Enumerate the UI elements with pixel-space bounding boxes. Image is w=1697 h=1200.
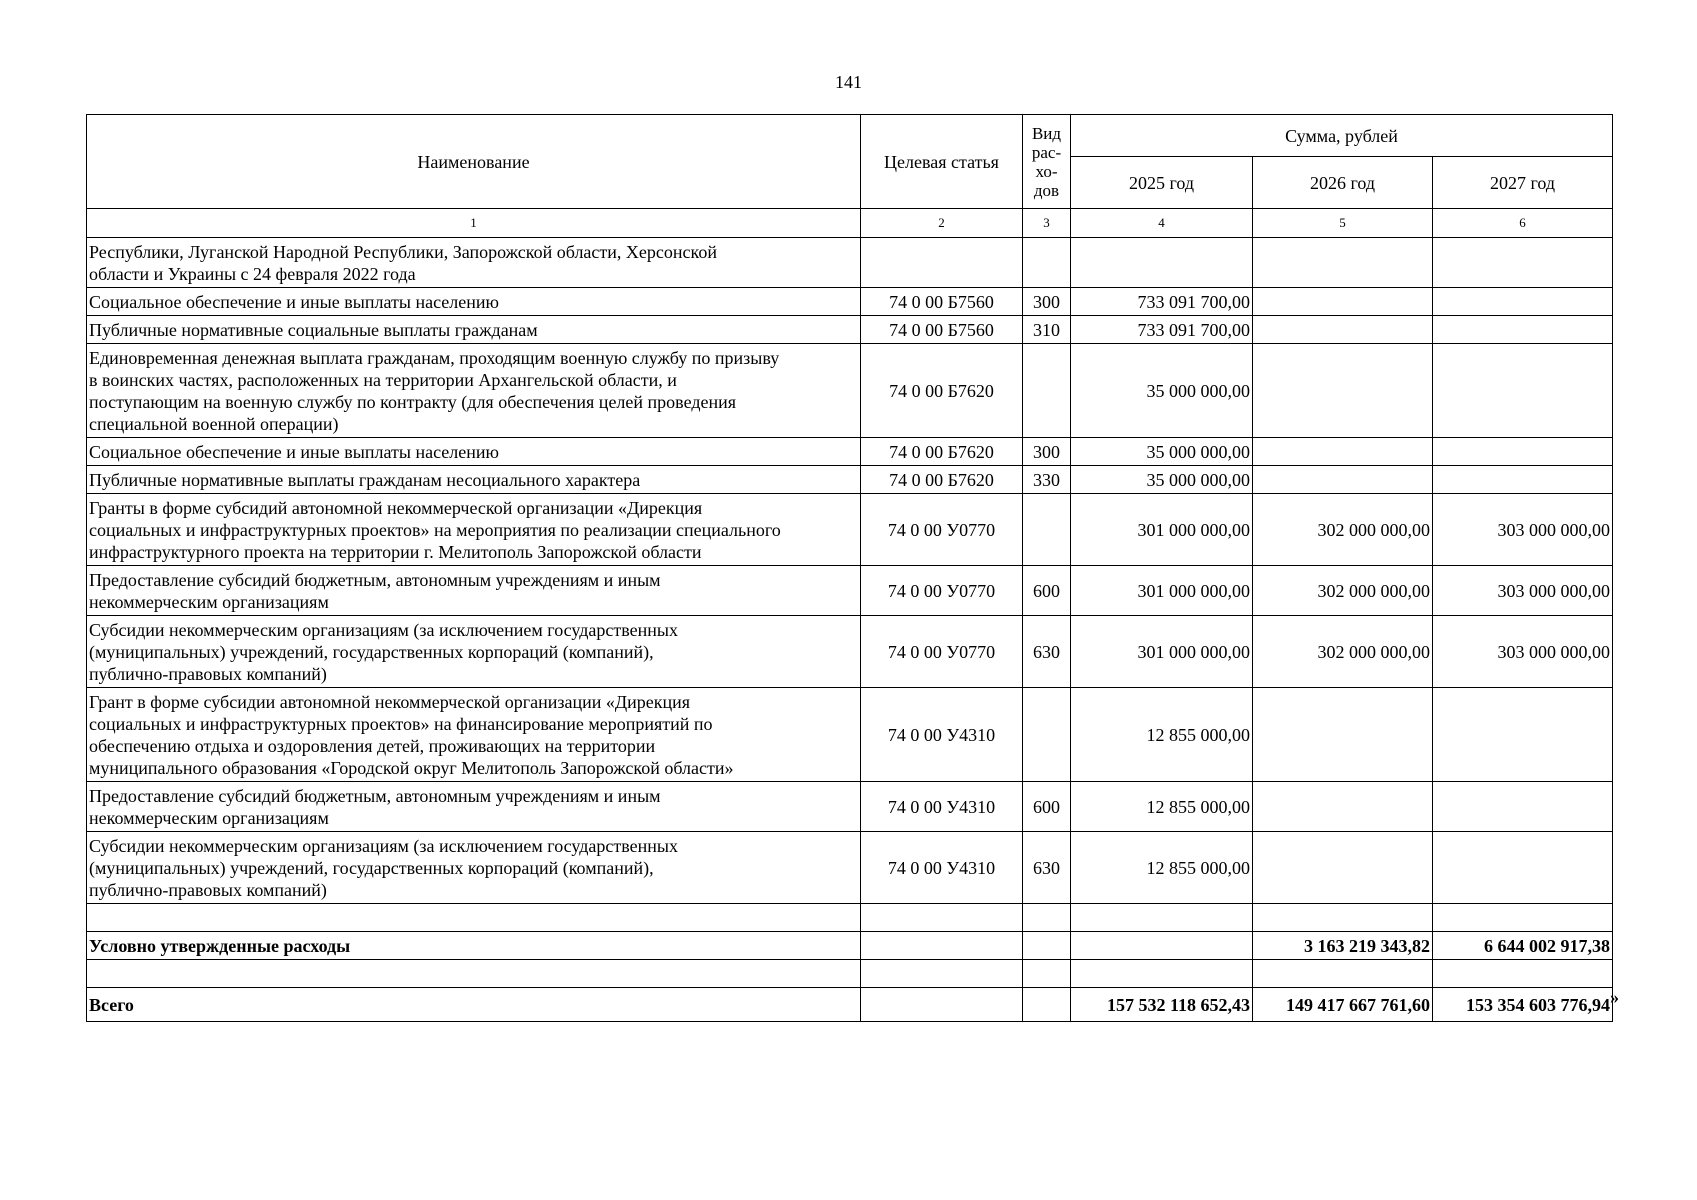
table-body — [87, 238, 1613, 1022]
row-name — [87, 782, 861, 832]
table-row — [87, 494, 1613, 566]
row-name-line: публично-правовых компаний) — [89, 663, 327, 684]
amount-2026 — [1253, 466, 1433, 494]
expense-kind — [1023, 344, 1071, 438]
row-name — [87, 344, 861, 438]
row-name — [87, 616, 861, 688]
amount-2027: 303 000 000,00 — [1433, 566, 1613, 616]
row-name-line: Публичные нормативные выплаты гражданам несоциального характера — [89, 469, 641, 490]
row-name — [87, 316, 861, 344]
row-name — [87, 566, 861, 616]
amount-2027: 303 000 000,00 — [1433, 494, 1613, 566]
table-row — [87, 238, 1613, 288]
amount-2026 — [1253, 832, 1433, 904]
row-name-line: Гранты в форме субсидий автономной некоммерческой организации «Дирекция — [89, 497, 703, 518]
header-2025: 2025 год — [1071, 157, 1253, 209]
target-code: 74 0 00 Б7620 — [861, 344, 1023, 438]
row-name-line: инфраструктурного проекта на территории г. Мелитополь Запорожской области — [89, 541, 702, 562]
row-name-line: Единовременная денежная выплата гражданам, проходящим военную службу по призыву — [89, 347, 780, 368]
header-kind: Вид рас- хо- дов — [1023, 115, 1071, 209]
row-name-line: некоммерческим организациям — [89, 807, 329, 828]
table-row — [87, 566, 1613, 616]
row-name-line: Социальное обеспечение и иные выплаты населению — [89, 291, 499, 312]
expense-kind: 600 — [1023, 782, 1071, 832]
row-name-line: поступающим на военную службу по контракту (для обеспечения целей проведения — [89, 391, 737, 412]
target-code: 74 0 00 У0770 — [861, 616, 1023, 688]
row-name — [87, 238, 861, 288]
amount-2025: 301 000 000,00 — [1071, 494, 1253, 566]
amount-2026: 302 000 000,00 — [1253, 494, 1433, 566]
amount-2025: 12 855 000,00 — [1071, 688, 1253, 782]
expense-kind — [1023, 494, 1071, 566]
col-number: 2 — [861, 209, 1023, 238]
row-name-line: социальных и инфраструктурных проектов» на финансирование мероприятий по — [89, 713, 713, 734]
target-code: 74 0 00 У4310 — [861, 782, 1023, 832]
header-sum: Сумма, рублей — [1071, 115, 1613, 157]
amount-2026: 3 163 219 343,82 — [1253, 932, 1433, 960]
target-code: 74 0 00 У0770 — [861, 494, 1023, 566]
row-name-line: некоммерческим организациям — [89, 591, 329, 612]
amount-2027 — [1433, 782, 1613, 832]
amount-2025: 301 000 000,00 — [1071, 616, 1253, 688]
row-name-line: Субсидии некоммерческим организациям (за исключением государственных — [89, 835, 679, 856]
col-number: 5 — [1253, 209, 1433, 238]
col-number: 4 — [1071, 209, 1253, 238]
amount-2026 — [1253, 344, 1433, 438]
amount-2027 — [1433, 344, 1613, 438]
expense-kind — [1023, 238, 1071, 288]
target-code: 74 0 00 Б7560 — [861, 288, 1023, 316]
row-name-line: специальной военной операции) — [89, 413, 339, 434]
total-row — [87, 988, 1613, 1022]
row-name — [87, 494, 861, 566]
amount-2025: 733 091 700,00 — [1071, 288, 1253, 316]
row-name — [87, 466, 861, 494]
column-number-row — [87, 209, 1613, 238]
page-number: 141 — [835, 72, 862, 92]
amount-2027: 6 644 002 917,38 — [1433, 932, 1613, 960]
amount-2027 — [1433, 316, 1613, 344]
row-name — [87, 832, 861, 904]
amount-2025: 733 091 700,00 — [1071, 316, 1253, 344]
expense-kind: 300 — [1023, 438, 1071, 466]
col-number: 3 — [1023, 209, 1071, 238]
budget-table — [86, 114, 1613, 1022]
header-2027: 2027 год — [1433, 157, 1613, 209]
table-row — [87, 688, 1613, 782]
amount-2027: 303 000 000,00 — [1433, 616, 1613, 688]
expense-kind: 600 — [1023, 566, 1071, 616]
row-name-line: Предоставление субсидий бюджетным, автономным учреждениям и иным — [89, 569, 661, 590]
amount-2027 — [1433, 832, 1613, 904]
row-name-line: социальных и инфраструктурных проектов» на мероприятия по реализации специального — [89, 519, 781, 540]
amount-2026 — [1253, 688, 1433, 782]
expense-kind: 630 — [1023, 832, 1071, 904]
table-row — [87, 782, 1613, 832]
header-row-1 — [87, 115, 1613, 157]
row-name-line: Социальное обеспечение и иные выплаты населению — [89, 441, 499, 462]
amount-2026 — [1253, 238, 1433, 288]
expense-kind: 330 — [1023, 466, 1071, 494]
row-name-line: (муниципальных) учреждений, государственных корпораций (компаний), — [89, 641, 654, 662]
closing-quote: » — [1610, 987, 1619, 1007]
target-code: 74 0 00 Б7620 — [861, 466, 1023, 494]
row-name-line: Республики, Луганской Народной Республики, Запорожской области, Херсонской — [89, 241, 717, 262]
amount-2026 — [1253, 316, 1433, 344]
target-code: 74 0 00 Б7560 — [861, 316, 1023, 344]
row-name-line: муниципального образования «Городской округ Мелитополь Запорожской области» — [89, 757, 734, 778]
row-name — [87, 688, 861, 782]
amount-2027 — [1433, 288, 1613, 316]
target-code: 74 0 00 У0770 — [861, 566, 1023, 616]
row-name — [87, 288, 861, 316]
row-name-line: обеспечению отдыха и оздоровления детей, проживающих на территории — [89, 735, 656, 756]
target-code: 74 0 00 У4310 — [861, 688, 1023, 782]
row-name-line: Грант в форме субсидии автономной некоммерческой организации «Дирекция — [89, 691, 691, 712]
amount-2025: 12 855 000,00 — [1071, 832, 1253, 904]
amount-2027: 153 354 603 776,94 — [1433, 988, 1613, 1022]
expense-kind — [1023, 688, 1071, 782]
header-name: Наименование — [87, 115, 861, 209]
conditional-expenses-row — [87, 932, 1613, 960]
row-name-line: публично-правовых компаний) — [89, 879, 327, 900]
table-row — [87, 616, 1613, 688]
table-row — [87, 466, 1613, 494]
amount-2025 — [1071, 238, 1253, 288]
table-row — [87, 438, 1613, 466]
amount-2026 — [1253, 288, 1433, 316]
target-code — [861, 238, 1023, 288]
amount-2027 — [1433, 438, 1613, 466]
expense-kind: 630 — [1023, 616, 1071, 688]
col-number: 1 — [87, 209, 861, 238]
amount-2025: 301 000 000,00 — [1071, 566, 1253, 616]
table-row — [87, 316, 1613, 344]
expense-kind: 310 — [1023, 316, 1071, 344]
header-2026: 2026 год — [1253, 157, 1433, 209]
table-row — [87, 288, 1613, 316]
amount-2026: 149 417 667 761,60 — [1253, 988, 1433, 1022]
table-row — [87, 832, 1613, 904]
amount-2025: 35 000 000,00 — [1071, 344, 1253, 438]
row-name-line: Субсидии некоммерческим организациям (за исключением государственных — [89, 619, 679, 640]
row-name — [87, 438, 861, 466]
row-name: Всего — [87, 988, 861, 1022]
amount-2027 — [1433, 238, 1613, 288]
amount-2026: 302 000 000,00 — [1253, 566, 1433, 616]
amount-2025: 35 000 000,00 — [1071, 466, 1253, 494]
row-name-line: Предоставление субсидий бюджетным, автономным учреждениям и иным — [89, 785, 661, 806]
amount-2025: 157 532 118 652,43 — [1071, 988, 1253, 1022]
row-name-line: в воинских частях, расположенных на территории Архангельской области, и — [89, 369, 677, 390]
target-code: 74 0 00 У4310 — [861, 832, 1023, 904]
expense-kind: 300 — [1023, 288, 1071, 316]
amount-2025: 12 855 000,00 — [1071, 782, 1253, 832]
amount-2026 — [1253, 782, 1433, 832]
amount-2027 — [1433, 466, 1613, 494]
table-row — [87, 344, 1613, 438]
amount-2026: 302 000 000,00 — [1253, 616, 1433, 688]
amount-2027 — [1433, 688, 1613, 782]
row-name-line: (муниципальных) учреждений, государственных корпораций (компаний), — [89, 857, 654, 878]
header-target: Целевая статья — [861, 115, 1023, 209]
target-code: 74 0 00 Б7620 — [861, 438, 1023, 466]
row-name-line: Публичные нормативные социальные выплаты гражданам — [89, 319, 538, 340]
amount-2026 — [1253, 438, 1433, 466]
amount-2025: 35 000 000,00 — [1071, 438, 1253, 466]
row-name-line: области и Украины с 24 февраля 2022 года — [89, 263, 416, 284]
empty-row — [87, 960, 1613, 988]
empty-row — [87, 904, 1613, 932]
col-number: 6 — [1433, 209, 1613, 238]
row-name: Условно утвержденные расходы — [87, 932, 861, 960]
